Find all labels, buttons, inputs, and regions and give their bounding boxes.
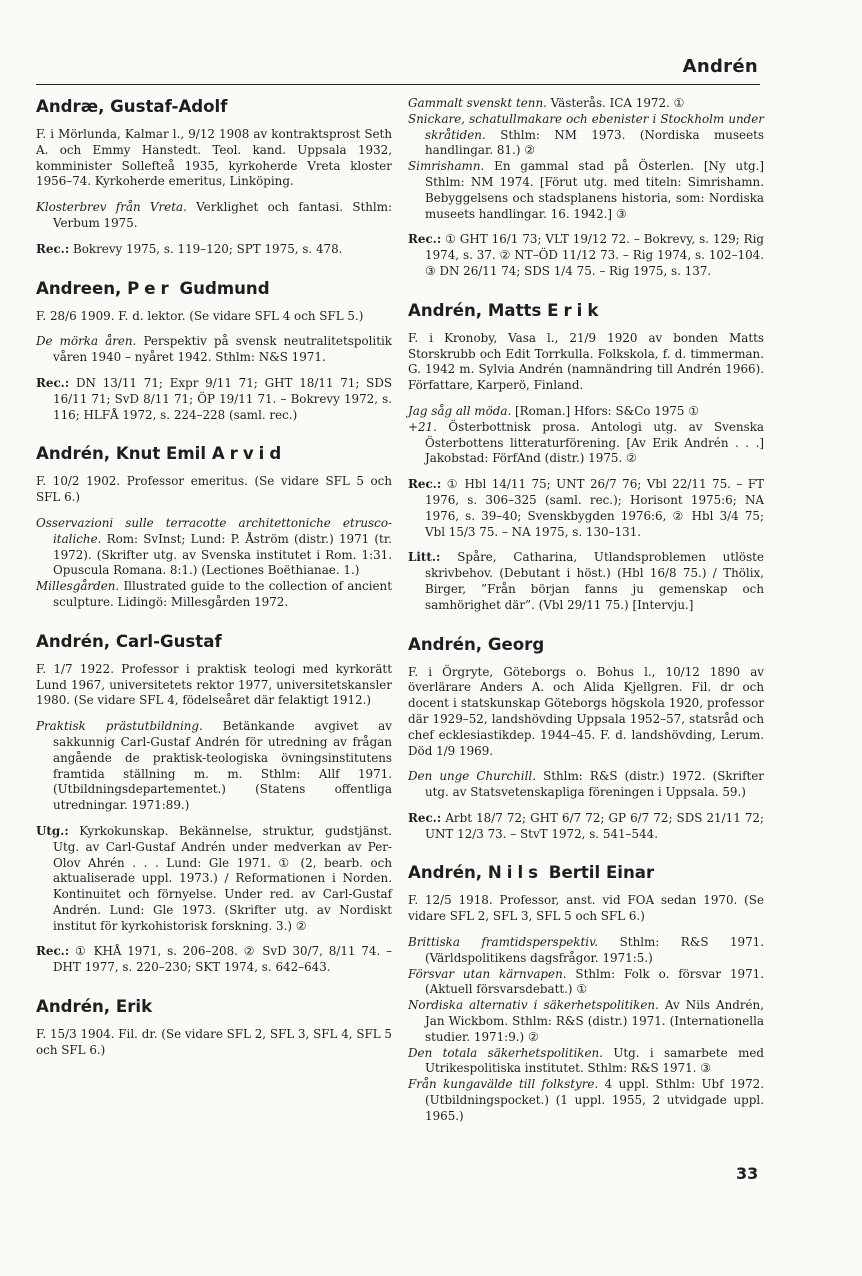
entry-name: Andrén, Georg [408,634,545,654]
entry-name-part: Andrén, Matts [408,300,548,320]
litt-label: Litt.: [408,550,441,565]
entry-name: Andrén, Erik [36,997,153,1017]
work-details: Sthlm: R&S 1971. (Världspolitikens dagsfrågor. 1971:5.) [425,935,764,965]
reviews [408,811,764,843]
work-title: Snickare, schatullmakare och ebenister i Stockholm under skråtiden. [408,111,764,142]
rec-text: DN 13/11 71; Expr 9/11 71; GHT 18/11 71; SDS 16/11 71; SvD 8/11 71; ÖP 19/11 71. – Bokrevy 1972, s. 116; HLFÅ 1972, s. 224–228 (saml. rec.) [53,375,392,422]
header-rule [36,84,760,85]
entry-andren-nils-bertil-einar [408,862,764,1124]
work-title: Millesgården. [36,579,120,594]
work-title: Jag såg all möda. [408,403,512,418]
work-title: De mörka åren. [36,334,137,349]
work-item [408,159,764,222]
left-column [36,96,392,1059]
work-details: 4 uppl. Sthlm: Ubf 1972. (Utbildningspocket.) (1 uppl. 1955, 2 utvidgade uppl. 1965.) [425,1077,764,1123]
entry-name [36,443,392,465]
work-item [408,1046,764,1078]
entry-bio: F. 10/2 1902. Professor emeritus. (Se vidare SFL 5 och SFL 6.) [36,474,392,505]
entry-name [408,300,764,322]
work-item [408,967,764,999]
edited-works [36,824,392,935]
work-title: +21. [408,419,437,434]
work-title: Nordiska alternativ i säkerhetspolitiken. [408,998,659,1013]
work-details: Sthlm: R&S (distr.) 1972. (Skrifter utg. av Statsvetenskapliga föreningen i Uppsala. 59.) [425,769,764,800]
entry-name-part: Andrén, [408,863,488,883]
rec-text: ① GHT 16/1 73; VLT 19/12 72. – Bokrevy, s. 129; Rig 1974, s. 37. ② NT–ÖD 11/12 73. – Rig 1974, s. 102–104. ③ DN 26/11 74; SDS 1/4 75. – Rig 1975, s. 137. [425,232,764,278]
work-title: Praktisk prästutbildning. [36,719,203,734]
rec-text: Arbt 18/7 72; GHT 6/7 72; GP 6/7 72; SDS 21/11 72; UNT 12/3 73. – StvT 1972, s. 541–544. [425,810,764,841]
work-details: Sthlm: NM 1973. (Nordiska museets handlingar. 81.) ② [425,127,764,158]
entry-bio: F. 12/5 1918. Professor, anst. vid FOA sedan 1970. (Se vidare SFL 2, SFL 3, SFL 5 och SFL 6.) [408,893,764,924]
work-item [408,998,764,1045]
literature [408,550,764,613]
rec-text: Bokrevy 1975, s. 119–120; SPT 1975, s. 478. [69,241,343,256]
rec-label: Rec.: [36,375,70,390]
entry-name: Andræ, Gustaf-Adolf [36,97,228,116]
rec-label: Rec.: [408,232,442,247]
work-item [408,935,764,967]
entry-andren-erik-continued [408,96,764,280]
work-item [408,112,764,159]
work-item [36,719,392,814]
utg-text: Kyrkokunskap. Bekännelse, struktur, gudstjänst. Utg. av Carl-Gustaf Andrén under medverkan av Per-Olov Ahrén . . . Lund: Gle 1971. ① (2, bearb. och aktualiserade uppl. 1973.) / Reformationen i Norden. Kontinuitet och förnyelse. Under red. av Carl-Gustaf Andrén. Lund: Gle 1973. (Skrifter utg. av Nordiskt institut för kyrkohistorisk forskning. 3.) ② [53,823,392,933]
entry-andrae-gustaf-adolf [36,96,392,258]
entry-andren-georg [408,634,764,843]
utg-label: Utg.: [36,823,69,838]
reviews [36,376,392,423]
work-details: Av Nils Andrén, Jan Wickbom. Sthlm: R&S (distr.) 1971. (Internationella studier. 1971:9.) ② [425,998,764,1044]
work-item [408,96,764,112]
entry-bio: F. 1/7 1922. Professor i praktisk teologi med kyrkorätt Lund 1967, universitetets rektor 1977, universitetskansler 1980. (Se vidare SFL 4, födelseåret där felaktigt 1912.) [36,661,392,708]
work-item [408,769,764,801]
entry-andren-carl-gustaf [36,631,392,976]
work-details: Rom: SvInst; Lund: P. Åström (distr.) 1971 (tr. 1972). (Skrifter utg. av Svenska institutet i Rom. 1:31. Opuscula Romana. 8:1.) (Lectiones Boëthianae. 1.) [53,531,392,578]
entry-andren-erik [36,996,392,1059]
work-item [36,334,392,366]
work-item [36,516,392,579]
work-title: Simrishamn. [408,159,485,174]
work-item [36,579,392,611]
entry-name-part: Gudmund [173,278,270,298]
entry-name-part: Andreen, [36,278,128,298]
work-title: Den unge Churchill. [408,769,536,784]
entry-bio: F. i Örgryte, Göteborgs o. Bohus l., 10/12 1890 av överlärare Anders A. och Alida Kjellgren. Fil. dr och docent i statskunskap Göteborgs högskola 1920, professor där 1929–52, landshövding Uppsala 1952–57, statsråd och chef ecklesiastikdep. 1944–45. F. d. landshövding, Lerum. Död 1/9 1969. [408,664,764,758]
reviews [36,242,392,258]
work-details: En gammal stad på Österlen. [Ny utg.] Sthlm: NM 1974. [Förut utg. med titeln: Simrishamn. Bebyggelsens och stadsplanens historia, som: Nordiska museets handlingar. 16. 1942.] ③ [425,159,764,221]
rec-label: Rec.: [408,810,442,825]
work-title: Klosterbrev från Vreta. [36,200,187,215]
reviews [408,232,764,279]
work-details: [Roman.] Hfors: S&Co 1975 ① [511,403,699,418]
work-details: Perspektiv på svensk neutralitetspolitik våren 1940 – nyåret 1942. Sthlm: N&S 1971. [53,334,392,365]
work-title: Försvar utan kärnvapen. [408,966,567,981]
rec-label: Rec.: [408,477,442,492]
work-details: Verklighet och fantasi. Sthlm: Verbum 1975. [53,200,393,230]
work-details: Sthlm: Folk o. försvar 1971. (Aktuell försvarsdebatt.) ① [425,966,765,997]
entry-name-callname: Arvid [211,444,287,464]
work-item [36,200,392,232]
litt-text: Spåre, Catharina, Utlandsproblemen utlöste skrivbehov. (Debutant i höst.) (Hbl 16/8 75.) / Thölix, Birger, ”Från början fanns ju gemenskap och samhörighet där”. (Vbl 29/11 75.) [Intervju.] [425,550,764,612]
entry-name-callname: Erik [547,300,604,320]
entry-name [408,862,764,884]
work-title: Osservazioni sulle terracotte architettoniche etrusco-italiche. [36,515,392,546]
entry-name-part: Bertil Einar [543,863,655,883]
page-number: 33 [736,1164,759,1183]
work-title: Den totala säkerhetspolitiken. [408,1045,603,1060]
work-details: Betänkande avgivet av sakkunnig Carl-Gustaf Andrén för utredning av frågan angående de praktisk-teologiska övningsinstitutens framtida ställning m. m. Sthlm: Allf 1971. (Utbildningsdepartementet.) (Statens offentliga utredningar. 1971:89.) [53,719,392,813]
entry-bio: F. i Mörlunda, Kalmar l., 9/12 1908 av kontraktsprost Seth A. och Emmy Hanstedt. Teol. kand. Uppsala 1932, komminister Sollefteå 1935, kyrkoherde Vreta kloster 1956–74. Kyrkoherde emeritus, Linköping. [36,127,392,189]
work-details: Österbottnisk prosa. Antologi utg. av Svenska Österbottens litteraturförening. [Av Erik Andrén . . .] Jakobstad: FörfAnd (distr.) 1975. ② [425,419,764,466]
entry-name-part: Andrén, Knut Emil [36,444,212,464]
rec-label: Rec.: [36,241,70,256]
entry-bio: F. 28/6 1909. F. d. lektor. (Se vidare SFL 4 och SFL 5.) [36,308,364,323]
work-details: Illustrated guide to the collection of ancient sculpture. Lidingö: Millesgården 1972. [53,579,392,609]
work-item [408,420,764,467]
reviews [408,477,764,540]
work-item [408,404,764,420]
rec-text: ① Hbl 14/11 75; UNT 26/7 76; Vbl 22/11 75. – FT 1976, s. 306–325 (saml. rec.); Horisont 1975:6; NA 1976, s. 39–40; Svenskbygden 1976:6, ② Hbl 3/4 75; Vbl 15/3 75. – NA 1975, s. 130–131. [425,477,764,539]
entry-name: Andrén, Carl-Gustaf [36,631,222,651]
reviews [36,944,392,976]
entry-name-callname: Per [127,278,174,298]
entry-name [36,278,392,300]
work-title: Brittiska framtidsperspektiv. [408,935,599,950]
work-details: Västerås. ICA 1972. ① [546,96,685,110]
rec-label: Rec.: [36,944,70,959]
work-title: Från kungavälde till folkstyre. [408,1077,599,1092]
work-title: Gammalt svenskt tenn. [408,96,547,110]
right-column [408,96,764,1125]
running-head: Andrén [682,56,758,77]
work-details: Utg. i samarbete med Utrikespolitiska institutet. Sthlm: R&S 1971. ③ [425,1045,764,1076]
entry-andren-knut-emil-arvid [36,443,392,610]
entry-bio: F. 15/3 1904. Fil. dr. (Se vidare SFL 2, SFL 3, SFL 4, SFL 5 och SFL 6.) [36,1027,392,1057]
rec-text: ① KHÅ 1971, s. 206–208. ② SvD 30/7, 8/11 74. – DHT 1977, s. 220–230; SKT 1974, s. 642–643. [53,944,392,975]
entry-bio: F. i Kronoby, Vasa l., 21/9 1920 av bonden Matts Storskrubb och Edit Torrkulla. Folkskola, f. d. timmerman. G. 1942 m. Sylvia Andrén (namnändring till Andrén 1966). Författare, Karperö, Finland. [408,330,764,393]
entry-andreen-per-gudmund [36,278,392,424]
work-item [408,1077,764,1124]
entry-name-callname: Nils [487,863,544,883]
entry-andren-matts-erik [408,300,764,614]
